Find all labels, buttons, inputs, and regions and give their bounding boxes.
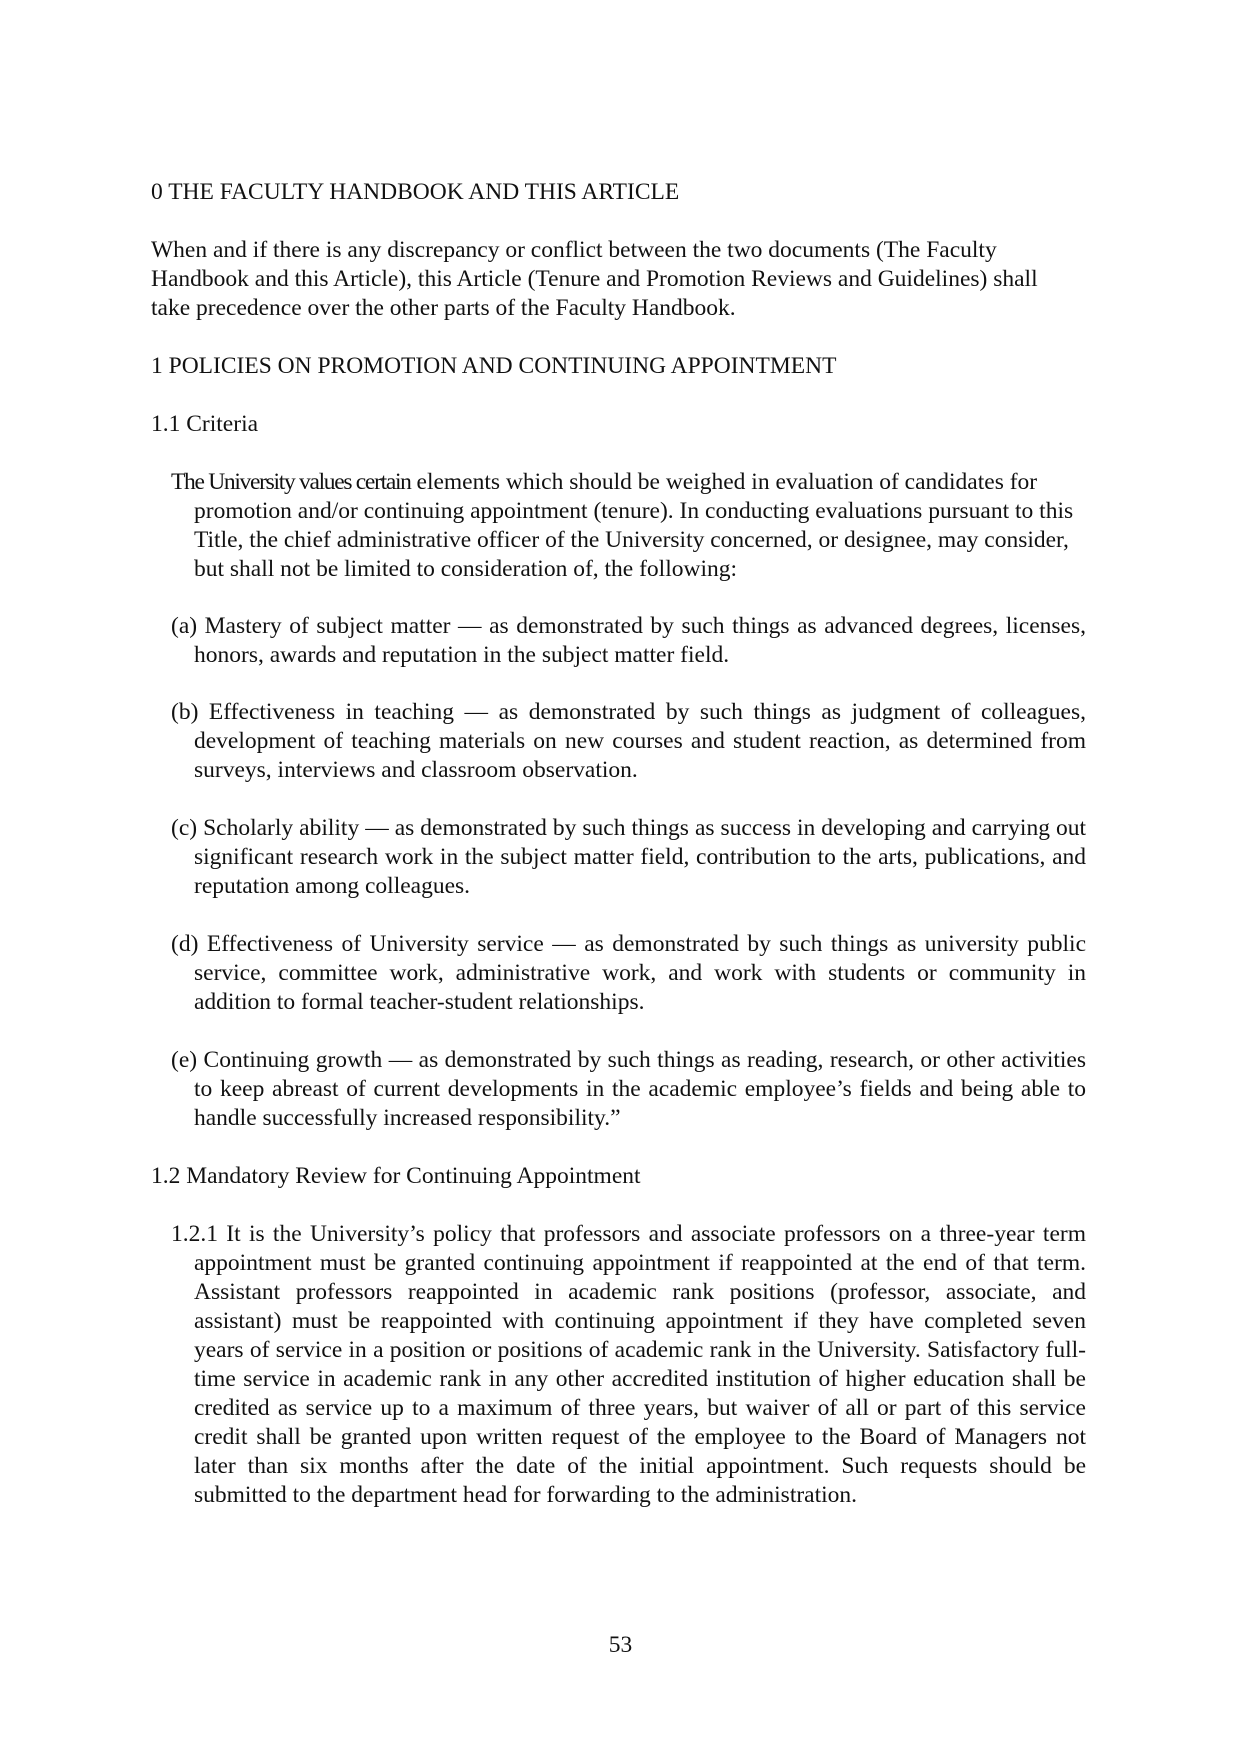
section-1-2-heading: 1.2 Mandatory Review for Continuing Appointment [151,1163,641,1189]
criteria-intro-text: elements which should be weighed in evaluation of candidates for promotion and/or continuing appointment (tenure). In conducting evaluations pursuant to this Title, the chief administrative officer of the University concerned, or designee, may consider, but shall not be limited to consideration of, the following: [194,469,1074,582]
section-1-heading: 1 POLICIES ON PROMOTION AND CONTINUING APPOINTMENT [151,353,837,379]
page-number: 53 [608,1632,633,1658]
section-1-1-heading: 1.1 Criteria [151,411,259,437]
criteria-item-e: (e) Continuing growth — as demonstrated by such things as reading, research, or other activities to keep abreast of current developments in the academic employee’s fields and being able to handle successfully increased responsibility.” [171,1047,1086,1131]
criteria-item-a: (a) Mastery of subject matter — as demonstrated by such things as advanced degrees, licenses, honors, awards and reputation in the subject matter field. [171,613,1086,668]
section-0-paragraph: When and if there is any discrepancy or conflict between the two documents (The Faculty Handbook and this Article), this Article (Tenure and Promotion Reviews and Guidelines) shall take precedence over the other parts of the Faculty Handbook. [151,237,1038,321]
criteria-intro-paragraph [171,468,1086,584]
criteria-intro-condensed-text: The University values certain [171,469,411,495]
section-0-heading: 0 THE FACULTY HANDBOOK AND THIS ARTICLE [151,179,680,205]
section-1-2-1-paragraph: 1.2.1 It is the University’s policy that professors and associate professors on a three-year term appointment must be granted continuing appointment if reappointed at the end of that term. Assistant professors reappointed in academic rank positions (professor, associate, and assistant) must be reappointed with continuing appointment if they have completed seven years of service in a position or positions of academic rank in the University. Satisfactory full-time service in academic rank in any other accredited institution of higher education shall be credited as service up to a maximum of three years, but waiver of all or part of this service credit shall be granted upon written request of the employee to the Board of Managers not later than six months after the date of the initial appointment. Such requests should be submitted to the department head for forwarding to the administration. [171,1221,1086,1508]
criteria-item-c: (c) Scholarly ability — as demonstrated by such things as success in developing and carrying out significant research work in the subject matter field, contribution to the arts, publications, and reputation among colleagues. [171,815,1086,899]
criteria-item-b: (b) Effectiveness in teaching — as demonstrated by such things as judgment of colleagues, development of teaching materials on new courses and student reaction, as determined from surveys, interviews and classroom observation. [171,699,1086,783]
criteria-item-d: (d) Effectiveness of University service — as demonstrated by such things as university public service, committee work, administrative work, and work with students or community in addition to formal teacher-student relationships. [171,931,1086,1015]
